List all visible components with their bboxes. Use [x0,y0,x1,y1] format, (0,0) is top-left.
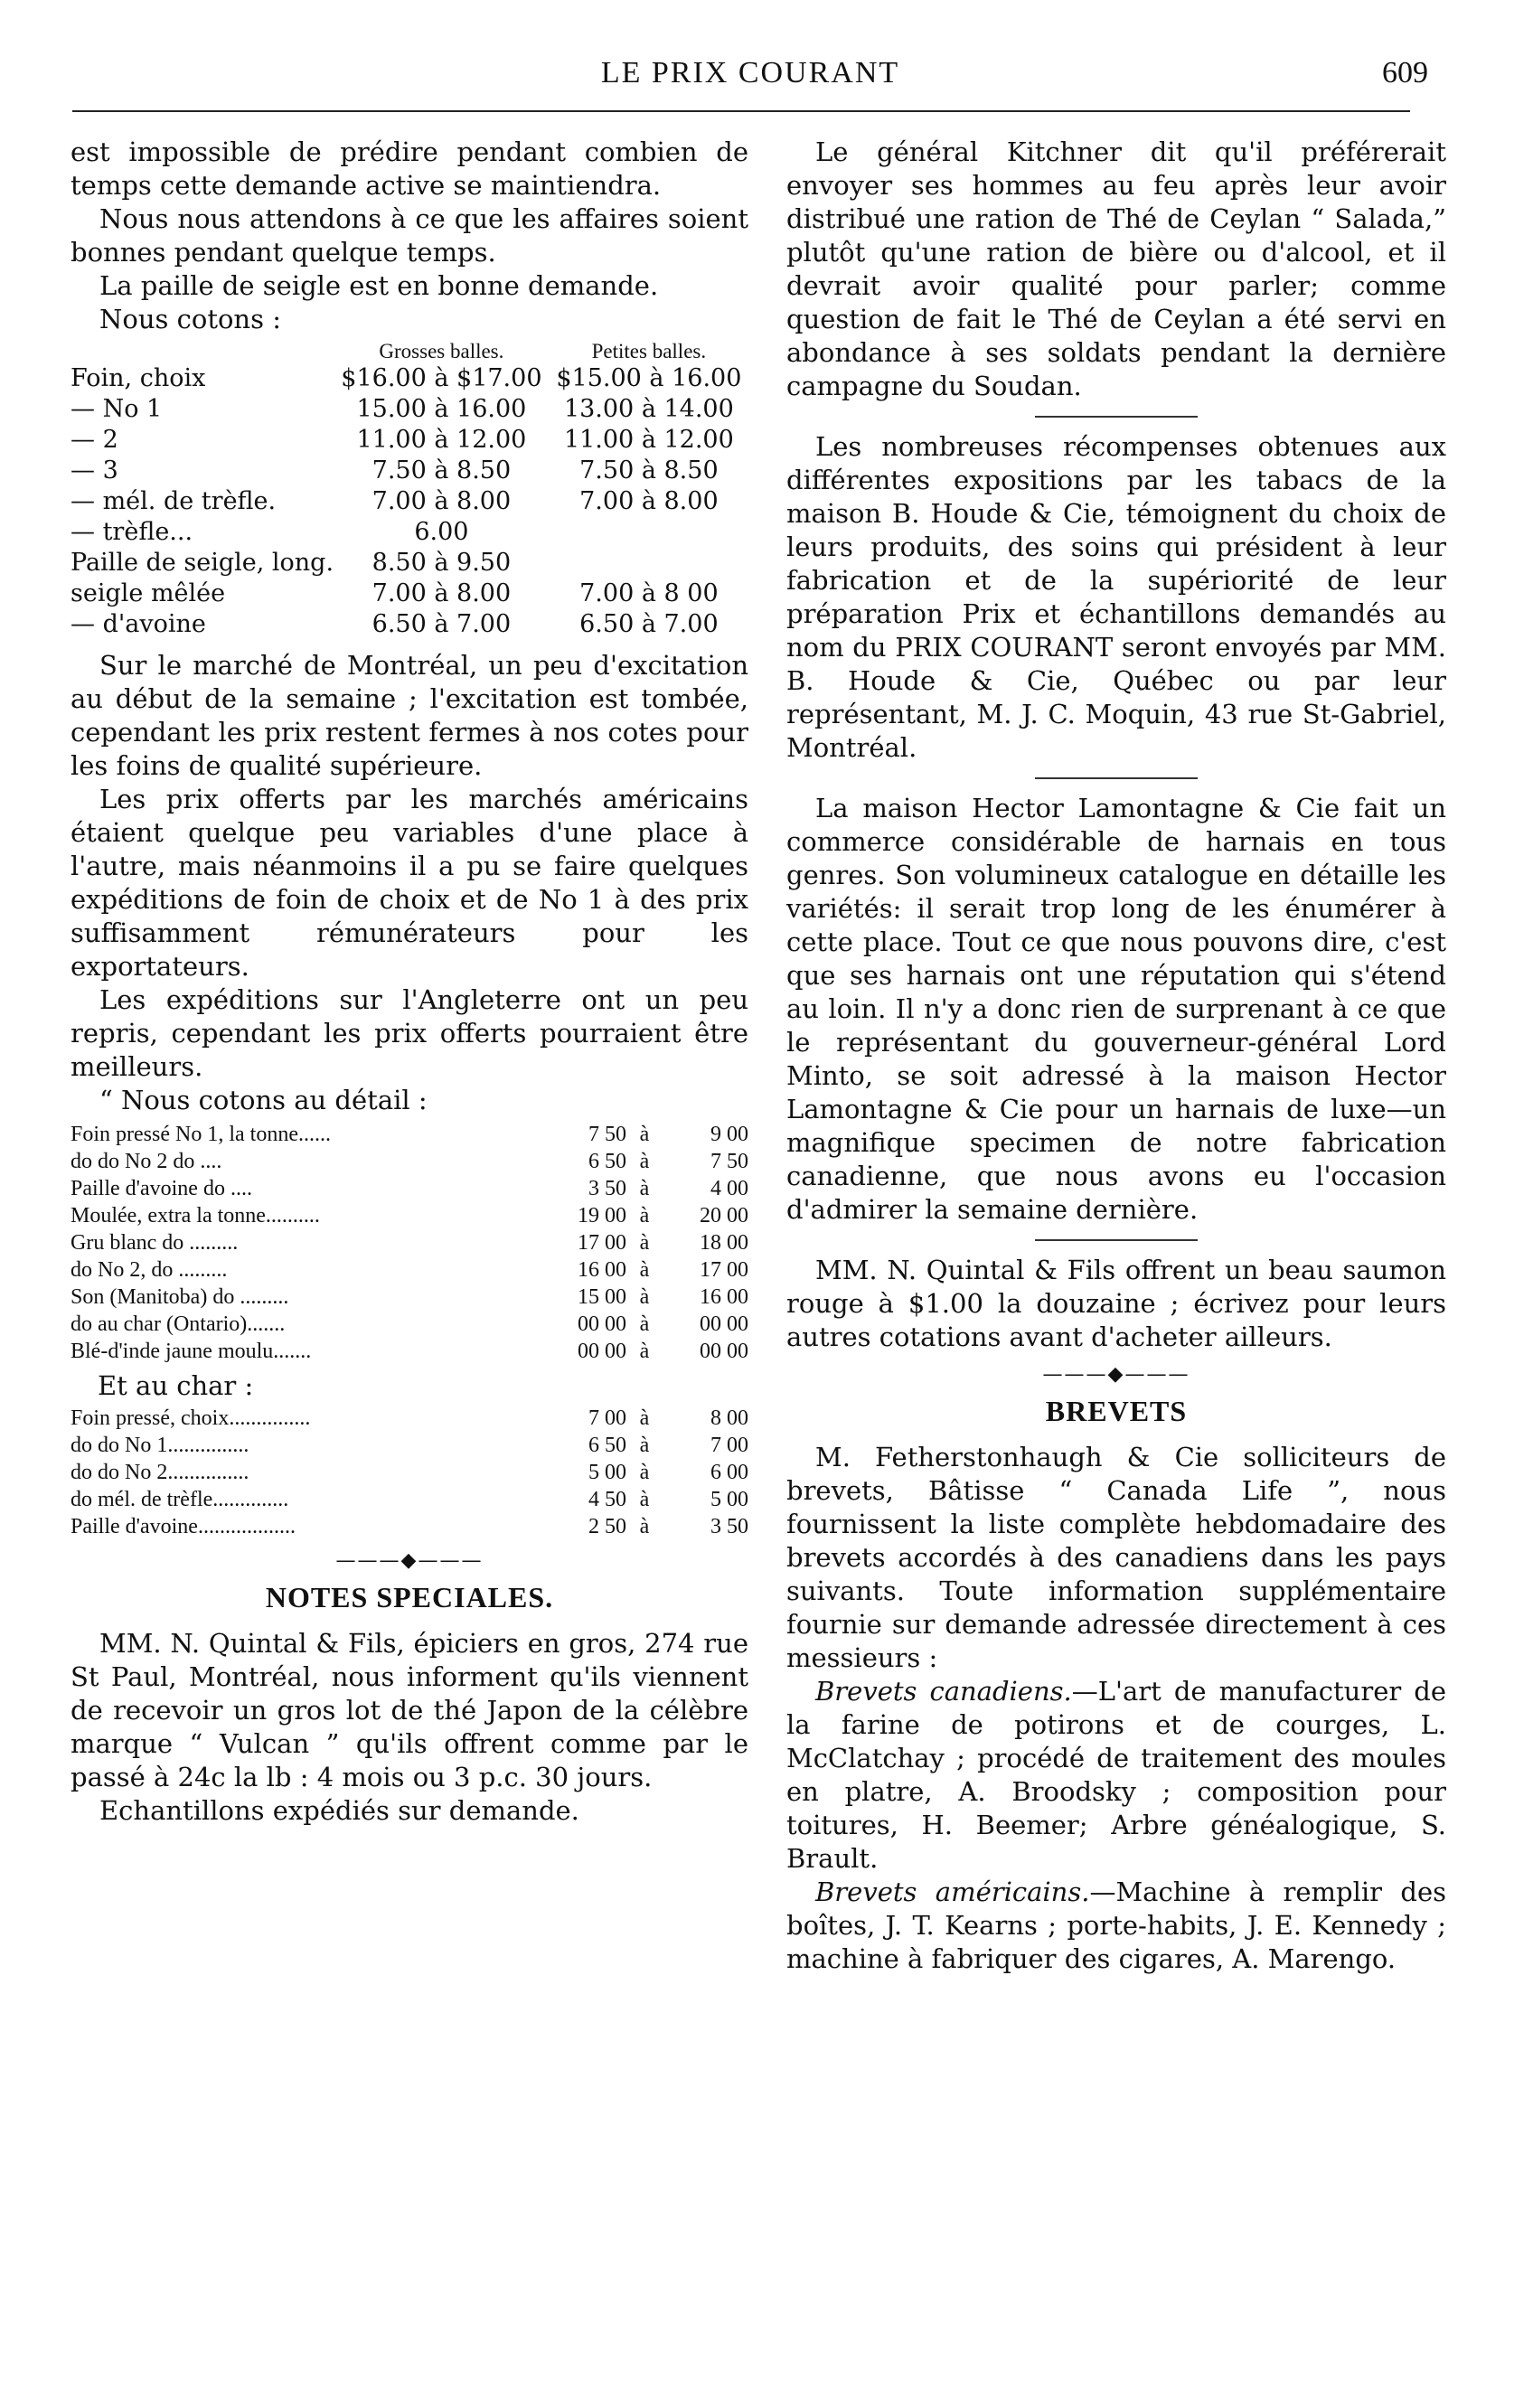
paragraph: “ Nous cotons au détail : [99,1085,428,1115]
item-cell: — d'avoine [71,610,206,638]
item-cell: Paille d'avoine.................. [71,1515,296,1538]
price-high-cell: 20 00 [700,1204,748,1228]
price-high-cell: 9 00 [710,1123,748,1146]
range-word-cell: à [639,1461,650,1484]
price-cell: 8.50 à 9.50 [371,549,512,577]
subheading: Et au char : [98,1370,254,1401]
table-row [71,517,748,548]
range-word-cell: à [639,1340,650,1363]
price-cell: 11.00 à 12.00 [563,426,734,454]
table-row [71,1405,748,1432]
price-cell: 7.00 à 8.00 [371,579,512,607]
table-row [71,1148,748,1175]
paragraph [786,1675,1446,1876]
price-cell: 15.00 à 16.00 [356,395,527,423]
price-low-cell: 7 50 [588,1123,626,1146]
paragraph-text: —Machine à remplir des boîtes, J. T. Kearns ; porte-habits, J. E. Kennedy ; machine à fabriquer des cigares, A. Marengo. [786,1877,1446,1974]
item-cell: do do No 1............... [71,1434,249,1457]
price-cell: 7.50 à 8.50 [579,456,719,484]
item-cell: seigle mêlée [71,579,226,607]
price-low-cell: 16 00 [578,1258,626,1282]
table-row [71,1338,748,1365]
item-cell: — 2 [71,426,118,454]
item-cell: Son (Manitoba) do ......... [71,1285,289,1309]
table-row [71,1284,748,1311]
paragraph: La paille de seigle est en bonne demande. [99,270,659,301]
range-word-cell: à [639,1204,650,1228]
price-cell: 6.50 à 7.00 [371,610,512,638]
item-cell: do mél. de trèfle.............. [71,1488,289,1511]
range-word-cell: à [639,1285,650,1309]
range-word-cell: à [639,1123,650,1146]
price-cell: $15.00 à 16.00 [556,364,742,392]
header-rule [72,110,1410,112]
section-title: BREVETS [1045,1395,1188,1427]
price-cell: 7.50 à 8.50 [371,456,512,484]
price-low-cell: 2 50 [588,1515,626,1538]
paragraph: Les expéditions sur l'Angleterre ont un peu repris, cependant les prix offerts pourraient être meilleurs. [71,984,748,1082]
item-cell: Foin, choix [71,364,206,392]
column-header: Petites balles. [591,340,707,362]
price-cell: 13.00 à 14.00 [563,395,734,423]
item-cell: Gru blanc do ......... [71,1231,239,1255]
item-cell: Foin pressé, choix............... [71,1406,311,1430]
table-row [71,1513,748,1540]
table-row [71,486,748,517]
paragraph: MM. N. Quintal & Fils, épiciers en gros, 274 rue St Paul, Montréal, nous informent qu'ils viennent de recevoir un gros lot de thé Japon de la célèbre marque “ Vulcan ” qu'ils offrent comme par le passé à 24c la lb : 4 mois ou 3 p.c. 30 jours. [71,1628,748,1792]
price-cell: 6.00 [414,518,469,546]
table-row [71,1229,748,1256]
table-row [71,456,748,486]
item-cell: Paille d'avoine do .... [71,1177,252,1200]
table-row [71,1432,748,1459]
price-low-cell: 6 50 [588,1150,626,1173]
divider [1035,777,1198,779]
item-cell: — No 1 [71,395,163,423]
item-cell: do do No 2 do .... [71,1150,222,1173]
price-cell: 6.50 à 7.00 [579,610,719,638]
price-low-cell: 7 00 [588,1406,626,1430]
paragraph: Le général Kitchner dit qu'il préférerait envoyer ses hommes au feu après leur avoir distribué une ration de Thé de Ceylan “ Salada,” plutôt qu'une ration de bière ou d'alcool, et il devrait avoir qualité pour parler; comme question de fait le Thé de Ceylan a été servi en abondance à ses soldats pendant la dernière campagne du Soudan. [786,136,1446,401]
char-price-table [71,1405,748,1540]
section-title: NOTES SPECIALES. [265,1581,554,1613]
page-title: LE PRIX COURANT [600,56,900,89]
paragraph [786,1876,1446,1976]
price-low-cell: 19 00 [578,1204,626,1228]
range-word-cell: à [639,1258,650,1282]
range-word-cell: à [639,1434,650,1457]
table-row [71,425,748,456]
price-low-cell: 5 00 [588,1461,626,1484]
price-cell: 11.00 à 12.00 [356,426,527,454]
divider [1035,416,1198,418]
range-word-cell: à [639,1150,650,1173]
ornament-divider: ———◆——— [1042,1363,1190,1386]
item-cell: do au char (Ontario)....... [71,1312,286,1336]
table-row [71,1459,748,1486]
ornament-divider: ———◆——— [335,1549,484,1572]
hay-price-table [71,340,748,640]
table-row [71,394,748,425]
price-cell: 7.00 à 8 00 [579,579,719,607]
item-cell: Foin pressé No 1, la tonne...... [71,1123,331,1146]
paragraph: La maison Hector Lamontagne & Cie fait un commerce considérable de harnais en tous genres. Son volumineux catalogue en détaille les variétés: il serait trop long de les énumérer à cette place. Tout ce que nous pouvons dire, c'est que ses harnais ont une réputation qui s'étend au loin. Il n'y a donc rien de surprenant à ce que le représentant du gouverneur-général Lord Minto, se soit adressé à la maison Hector Lamontagne & Cie pour un harnais de luxe—un magnifique specimen de notre fabrication canadienne, que nous avons eu l'occasion d'admirer la semaine dernière. [786,793,1446,1225]
right-column [786,136,1446,1976]
table-row [71,1311,748,1338]
left-column [71,136,748,1828]
price-high-cell: 18 00 [700,1231,748,1255]
price-high-cell: 16 00 [700,1285,748,1309]
running-head [72,56,1428,101]
table-row [71,1256,748,1284]
paragraph: MM. N. Quintal & Fils offrent un beau saumon rouge à $1.00 la douzaine ; écrivez pour leurs autres cotations avant d'acheter ailleurs. [786,1255,1446,1352]
item-cell: Blé-d'inde jaune moulu....... [71,1340,312,1363]
price-cell: $16.00 à $17.00 [341,364,542,392]
price-cell: 7.00 à 8.00 [371,487,512,515]
table-header-row [71,340,748,363]
price-low-cell: 6 50 [588,1434,626,1457]
range-word-cell: à [639,1406,650,1430]
page-number: 609 [1382,56,1428,89]
price-cell [550,548,748,578]
price-high-cell: 00 00 [700,1312,748,1336]
price-low-cell: 00 00 [578,1340,626,1363]
price-low-cell: 17 00 [578,1231,626,1255]
range-word-cell: à [639,1312,650,1336]
item-cell: — trèfle... [71,518,193,546]
price-cell [550,517,748,548]
price-high-cell: 5 00 [710,1488,748,1511]
item-cell: do do No 2............... [71,1461,249,1484]
paragraph: est impossible de prédire pendant combien de temps cette demande active se maintiendra. [71,136,748,201]
column-header: Grosses balles. [379,340,504,362]
range-word-cell: à [639,1231,650,1255]
paragraph: Nous cotons : [99,304,281,334]
table-row [71,548,748,578]
paragraph-label: Brevets américains. [815,1877,1090,1907]
price-cell: 7.00 à 8.00 [579,487,719,515]
price-high-cell: 4 00 [710,1177,748,1200]
paragraph-text: —L'art de manufacturer de la farine de potirons et de courges, L. McClatchay ; procédé de traitement des moules en platre, A. Broodsky ; composition pour toitures, H. Beemer; Arbre généalogique, S. Brault. [786,1676,1446,1874]
column-header [71,340,334,363]
price-low-cell: 00 00 [578,1312,626,1336]
detail-price-table [71,1121,748,1365]
item-cell: Paille de seigle, long. [71,549,334,577]
table-row [71,363,748,394]
paragraph: M. Fetherstonhaugh & Cie solliciteurs de brevets, Bâtisse “ Canada Life ”, nous fournissent la liste complète hebdomadaire des brevets accordés à des canadiens dans les pays suivants. Toute information supplémentaire fournie sur demande adressée directement à ces messieurs : [786,1442,1446,1673]
price-high-cell: 17 00 [700,1258,748,1282]
table-row [71,1121,748,1148]
divider [1035,1239,1198,1241]
table-row [71,1202,748,1229]
paragraph: Echantillons expédiés sur demande. [99,1795,579,1826]
price-high-cell: 00 00 [700,1340,748,1363]
paragraph: Les nombreuses récompenses obtenues aux différentes expositions par les tabacs de la maison B. Houde & Cie, témoignent du choix de leurs produits, des soins qui président à leur fabrication et de la supériorité de leur préparation Prix et échantillons demandés au nom du PRIX COURANT seront envoyés par MM. B. Houde & Cie, Québec ou par leur représentant, M. J. C. Moquin, 43 rue St-Gabriel, Montréal. [786,431,1446,763]
paragraph: Sur le marché de Montréal, un peu d'excitation au début de la semaine ; l'excitation est tombée, cependant les prix restent fermes à nos cotes pour les foins de qualité supérieure. [71,650,748,781]
price-high-cell: 6 00 [710,1461,748,1484]
range-word-cell: à [639,1515,650,1538]
table-row [71,609,748,640]
item-cell: Moulée, extra la tonne.......... [71,1204,320,1228]
price-high-cell: 8 00 [710,1406,748,1430]
price-high-cell: 7 50 [710,1150,748,1173]
price-high-cell: 3 50 [710,1515,748,1538]
price-low-cell: 3 50 [588,1177,626,1200]
table-row [71,578,748,609]
paragraph: Les prix offerts par les marchés américains étaient quelque peu variables d'une place à l'autre, mais néanmoins il a pu se faire quelques expéditions de foin de choix et de No 1 à des prix suffisamment rémunérateurs pour les exportateurs. [71,784,748,982]
range-word-cell: à [639,1488,650,1511]
range-word-cell: à [639,1177,650,1200]
table-row [71,1486,748,1513]
paragraph: Nous nous attendons à ce que les affaires soient bonnes pendant quelque temps. [71,203,748,268]
item-cell: — 3 [71,456,118,484]
item-cell: — mél. de trèfle. [71,487,277,515]
table-row [71,1175,748,1202]
item-cell: do No 2, do ......... [71,1258,228,1282]
price-low-cell: 4 50 [588,1488,626,1511]
price-high-cell: 7 00 [710,1434,748,1457]
price-low-cell: 15 00 [578,1285,626,1309]
paragraph-label: Brevets canadiens. [815,1676,1072,1707]
